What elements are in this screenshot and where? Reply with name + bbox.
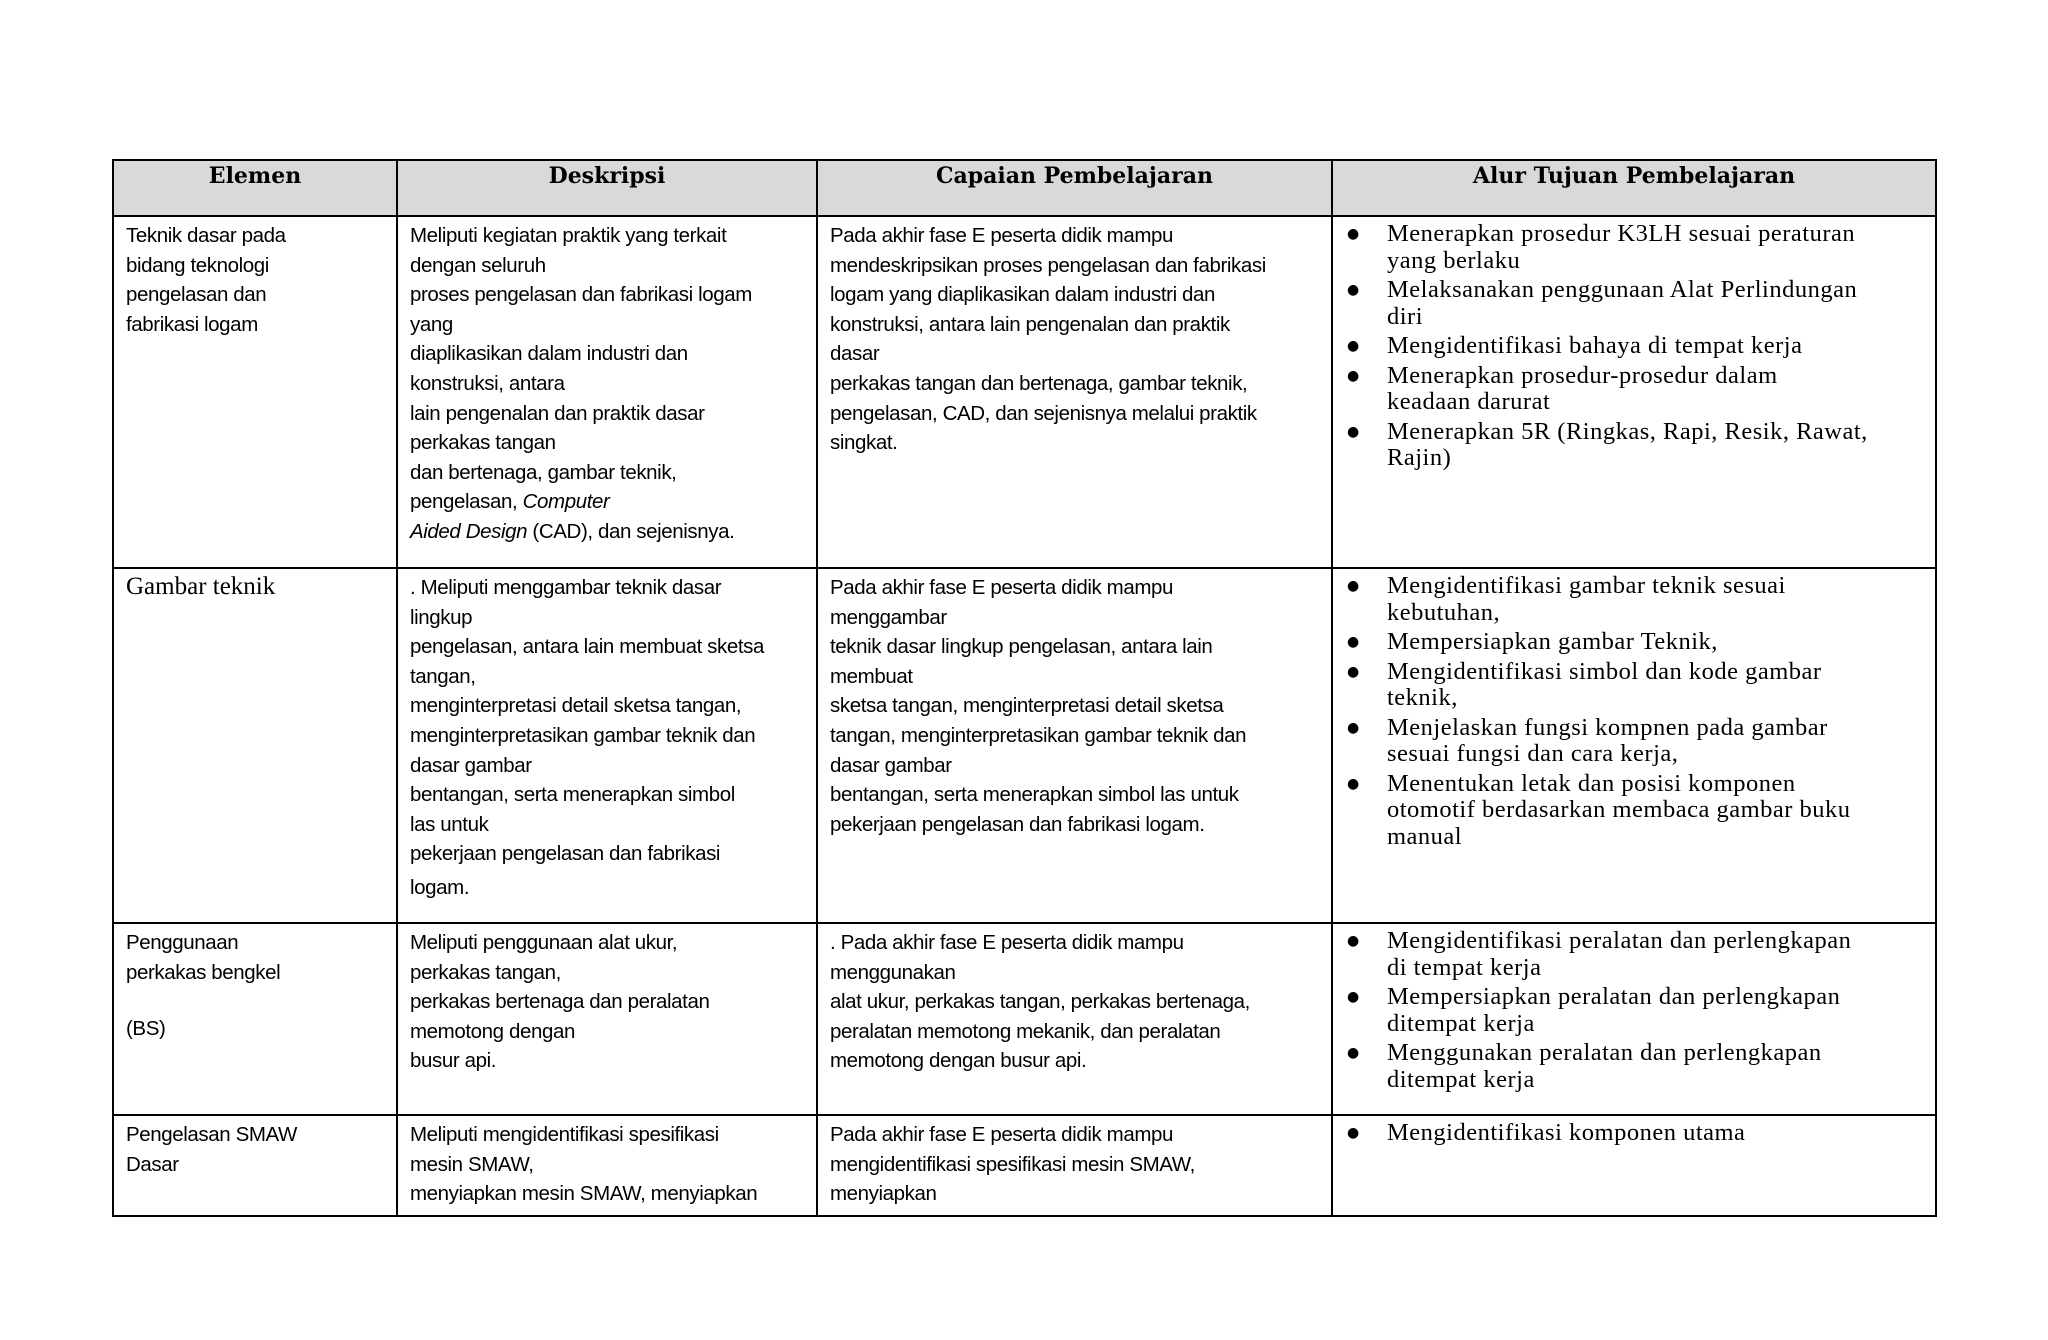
text-line: bidang teknologi	[126, 253, 269, 277]
text-line: perkakas tangan dan bertenaga, gambar teknik,	[830, 371, 1248, 395]
text-line	[410, 517, 806, 547]
text-line: Penggunaan	[126, 931, 239, 954]
text-line: Rajin)	[1387, 444, 1452, 471]
text-line: Gambar teknik	[126, 573, 276, 600]
text-line: dasar gambar	[830, 753, 952, 777]
text-line: Menerapkan 5R (Ringkas, Rapi, Resik, Rawat,	[1387, 417, 1868, 445]
text-line: Mengidentifikasi simbol dan kode gambar	[1387, 657, 1822, 685]
text-line: peralatan memotong mekanik, dan peralatan	[830, 1019, 1221, 1043]
bullet-icon: ●	[1347, 663, 1360, 680]
text-line: Meliputi mengidentifikasi spesifikasi	[410, 1123, 719, 1146]
table-row	[113, 1115, 1936, 1216]
text-line: logam.	[410, 875, 470, 899]
text-line: yang berlaku	[1387, 246, 1521, 274]
list-item	[1345, 928, 1925, 981]
text-line: teknik,	[1387, 684, 1458, 711]
list-item	[1345, 221, 1925, 274]
text-line: perkakas bengkel	[126, 960, 281, 984]
text-line: Mempersiapkan peralatan dan perlengkapan	[1387, 983, 1841, 1010]
text-line: manual	[1387, 822, 1463, 850]
text-line: Menentukan letak dan posisi komponen	[1387, 769, 1796, 797]
text-line: ditempat kerja	[1387, 1009, 1535, 1037]
deskripsi-cell	[397, 568, 817, 923]
text-line: diaplikasikan dalam industri dan	[410, 342, 688, 366]
text-line: mendeskripsikan proses pengelasan dan fabrikasi	[830, 253, 1266, 277]
text-run: pengelasan,	[410, 490, 523, 514]
text-line: otomotif berdasarkan membaca gambar buku	[1387, 796, 1851, 823]
text-line: Menggunakan peralatan dan perlengkapan	[1387, 1039, 1822, 1066]
elemen-cell	[113, 568, 397, 923]
text-line: konstruksi, antara lain pengenalan dan praktik	[830, 312, 1230, 336]
bullet-icon: ●	[1347, 338, 1360, 354]
text-line: bentangan, serta menerapkan simbol	[410, 783, 735, 807]
bullet-icon: ●	[1347, 423, 1360, 440]
list-item	[1345, 1040, 1925, 1093]
capaian-cell	[817, 216, 1332, 568]
deskripsi-cell	[397, 1115, 817, 1216]
text-line: Melaksanakan penggunaan Alat Perlindungan	[1387, 276, 1858, 303]
elemen-cell	[113, 216, 397, 568]
header-elemen: Elemen	[113, 160, 397, 216]
alur-list	[1345, 221, 1925, 472]
bullet-icon: ●	[1347, 634, 1360, 650]
deskripsi-cell	[397, 216, 817, 568]
text-line: busur api.	[410, 1049, 497, 1073]
alur-list	[1345, 1120, 1925, 1147]
text-line: memotong dengan	[410, 1019, 575, 1043]
capaian-cell	[817, 1115, 1332, 1216]
text-line: di tempat kerja	[1387, 953, 1542, 981]
alur-cell	[1332, 923, 1936, 1115]
text-line: tangan, menginterpretasikan gambar teknik dan	[830, 723, 1247, 747]
bullet-icon: ●	[1347, 989, 1360, 1005]
text-line: Pada akhir fase E peserta didik mampu	[830, 1123, 1173, 1146]
bullet-icon: ●	[1347, 933, 1360, 949]
alur-list	[1345, 573, 1925, 850]
text-line: sesuai fungsi dan cara kerja,	[1387, 740, 1679, 767]
alur-cell	[1332, 568, 1936, 923]
text-line: dasar	[830, 342, 880, 366]
text-line: singkat.	[830, 431, 898, 455]
bullet-icon: ●	[1347, 367, 1360, 384]
header-deskripsi: Deskripsi	[397, 160, 817, 216]
text-line: Pada akhir fase E peserta didik mampu	[830, 224, 1173, 247]
text-line: perkakas tangan	[410, 431, 556, 455]
text-line: sketsa tangan, menginterpretasi detail sketsa	[830, 694, 1224, 718]
list-item	[1345, 419, 1925, 472]
text-line: menginterpretasikan gambar teknik dan	[410, 723, 756, 747]
bullet-icon: ●	[1347, 1045, 1360, 1061]
bullet-icon: ●	[1347, 719, 1360, 736]
text-line: mesin SMAW,	[410, 1152, 534, 1176]
deskripsi-cell	[397, 923, 817, 1115]
text-line: Menerapkan prosedur K3LH sesuai peraturan	[1387, 220, 1856, 247]
text-line: las untuk	[410, 812, 489, 836]
text-line: menyiapkan mesin SMAW, menyiapkan	[410, 1182, 758, 1206]
text-line: (BS)	[126, 1017, 166, 1041]
text-line: kebutuhan,	[1387, 598, 1501, 626]
text-line: konstruksi, antara	[410, 371, 565, 395]
bullet-icon: ●	[1347, 775, 1360, 792]
text-line: proses pengelasan dan fabrikasi logam	[410, 283, 752, 307]
curriculum-table	[112, 159, 1937, 1217]
text-line	[410, 487, 806, 517]
text-line: dengan seluruh	[410, 253, 546, 277]
text-line: Mengidentifikasi komponen utama	[1387, 1119, 1746, 1146]
text-line: pengelasan, CAD, dan sejenisnya melalui praktik	[830, 401, 1257, 425]
text-line: Pada akhir fase E peserta didik mampu	[830, 576, 1173, 599]
text-line: perkakas tangan,	[410, 960, 561, 984]
text-line: memotong dengan busur api.	[830, 1049, 1087, 1073]
text-line: dasar gambar	[410, 753, 532, 777]
text-run: (CAD), dan sejenisnya.	[527, 519, 735, 543]
text-line: Menjelaskan fungsi kompnen pada gambar	[1387, 713, 1828, 741]
text-line: Mempersiapkan gambar Teknik,	[1387, 628, 1718, 655]
text-line: Menerapkan prosedur-prosedur dalam	[1387, 361, 1778, 389]
text-line: pengelasan, antara lain membuat sketsa	[410, 635, 765, 659]
text-line: Mengidentifikasi peralatan dan perlengkapan	[1387, 927, 1852, 954]
text-line: menginterpretasi detail sketsa tangan,	[410, 694, 742, 718]
text-line: dan bertenaga, gambar teknik,	[410, 460, 677, 484]
text-line: . Pada akhir fase E peserta didik mampu	[830, 931, 1184, 954]
text-line: Teknik dasar pada	[126, 224, 286, 247]
text-line: lain pengenalan dan praktik dasar	[410, 401, 705, 425]
bullet-icon: ●	[1347, 226, 1360, 242]
text-line: fabrikasi logam	[126, 312, 258, 336]
list-item	[1345, 629, 1925, 656]
list-item	[1345, 771, 1925, 851]
alur-cell	[1332, 1115, 1936, 1216]
bullet-icon: ●	[1347, 1125, 1360, 1141]
list-item	[1345, 984, 1925, 1037]
spacer	[126, 987, 386, 1014]
capaian-cell	[817, 568, 1332, 923]
text-line: bentangan, serta menerapkan simbol las untuk	[830, 783, 1239, 807]
text-line: Mengidentifikasi bahaya di tempat kerja	[1387, 332, 1803, 359]
text-line: menggambar	[830, 605, 947, 629]
text-line: Pengelasan SMAW	[126, 1123, 297, 1146]
list-item	[1345, 659, 1925, 712]
table-row	[113, 568, 1936, 923]
header-alur-tujuan-pembelajaran: Alur Tujuan Pembelajaran	[1332, 160, 1936, 216]
list-item	[1345, 363, 1925, 416]
text-line: pekerjaan pengelasan dan fabrikasi	[410, 842, 721, 866]
table-row	[113, 216, 1936, 568]
text-line: menggunakan	[830, 960, 956, 984]
text-line: pengelasan dan	[126, 283, 267, 307]
text-line: perkakas bertenaga dan peralatan	[410, 990, 710, 1014]
text-line: keadaan darurat	[1387, 388, 1551, 415]
italic-run: Computer	[522, 490, 610, 514]
text-line: alat ukur, perkakas tangan, perkakas bertenaga,	[830, 990, 1250, 1014]
header-capaian-pembelajaran: Capaian Pembelajaran	[817, 160, 1332, 216]
text-line: . Meliputi menggambar teknik dasar	[410, 576, 722, 599]
text-line: membuat	[830, 664, 913, 688]
text-line: Meliputi kegiatan praktik yang terkait	[410, 224, 727, 247]
text-line: Meliputi penggunaan alat ukur,	[410, 931, 678, 954]
table-row	[113, 923, 1936, 1115]
list-item	[1345, 1120, 1925, 1147]
text-line: ditempat kerja	[1387, 1065, 1535, 1093]
alur-list	[1345, 928, 1925, 1093]
text-line: Mengidentifikasi gambar teknik sesuai	[1387, 572, 1786, 599]
list-item	[1345, 333, 1925, 360]
text-line: pekerjaan pengelasan dan fabrikasi logam.	[830, 812, 1205, 836]
list-item	[1345, 277, 1925, 330]
bullet-icon: ●	[1347, 578, 1360, 594]
text-line: mengidentifikasi spesifikasi mesin SMAW,	[830, 1152, 1195, 1176]
alur-cell	[1332, 216, 1936, 568]
list-item	[1345, 715, 1925, 768]
text-line: menyiapkan	[830, 1182, 937, 1206]
text-line: diri	[1387, 302, 1424, 330]
bullet-icon: ●	[1347, 282, 1360, 298]
text-line: logam yang diaplikasikan dalam industri dan	[830, 283, 1216, 307]
text-line: tangan,	[410, 664, 476, 688]
capaian-cell	[817, 923, 1332, 1115]
elemen-cell	[113, 923, 397, 1115]
table-header-row	[113, 160, 1936, 216]
text-line: yang	[410, 312, 453, 336]
text-line: Dasar	[126, 1152, 179, 1176]
italic-run: Aided Design	[410, 519, 528, 543]
list-item	[1345, 573, 1925, 626]
text-line: lingkup	[410, 605, 473, 629]
text-line: teknik dasar lingkup pengelasan, antara lain	[830, 635, 1213, 659]
elemen-cell	[113, 1115, 397, 1216]
